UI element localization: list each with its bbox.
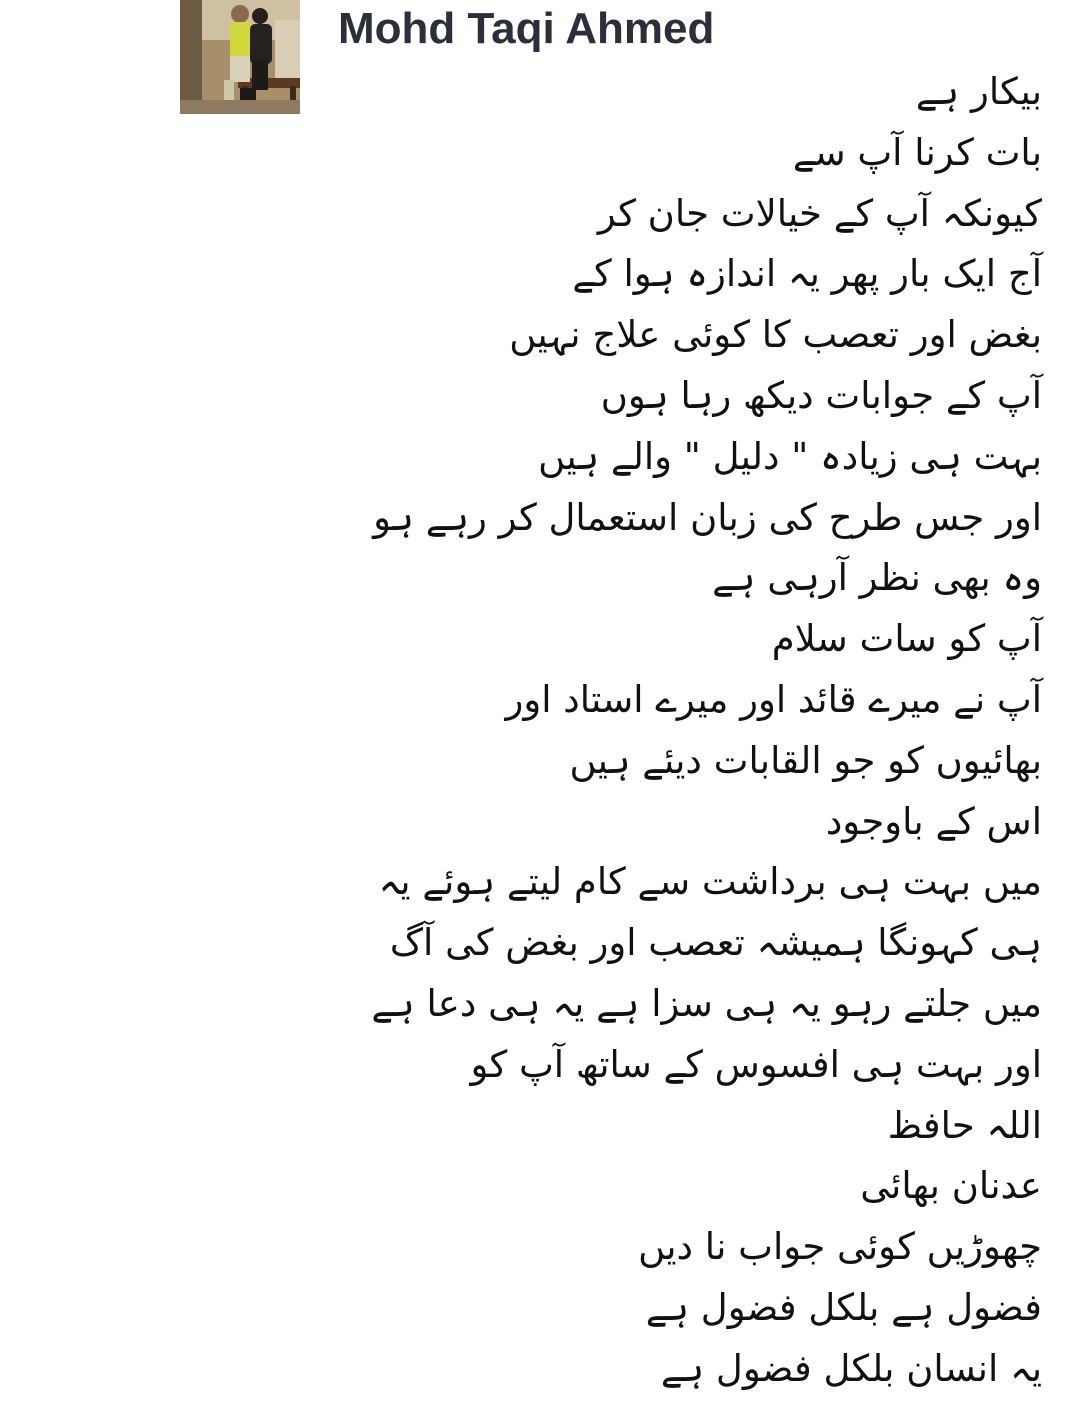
comment-line: بیکار ہے [915,70,1042,113]
author-name[interactable]: Mohd Taqi Ahmed [338,4,715,53]
comment-line: عدنان بھائی [860,1164,1042,1208]
comment-line: آپ نے میرے قائد اور میرے استاد اور [505,677,1042,721]
comment-line: کیونکہ آپ کے خیالات جان کر [597,191,1042,235]
comment-line: آپ کو سات سلام [771,617,1042,661]
comment-line: اور جس طرح کی زبان استعمال کر رہے ہو [373,495,1042,539]
comment-line: بات کرنا آپ سے [792,130,1042,174]
comment-line: اس کے باوجود [825,799,1042,843]
comment-line: بہت ہی زیادہ " دلیل " والے ہیں [538,434,1042,478]
comment-line: میں جلتے رہو یہ ہی سزا ہے یہ ہی دعا ہے [371,981,1042,1025]
comment-line: آپ کے جوابات دیکھ رہا ہوں [600,373,1042,417]
profile-photo-icon [180,0,300,114]
comment-line: چھوڑیں کوئی جواب نا دیں [638,1225,1042,1269]
comment-line: بغض اور تعصب کا کوئی علاج نہیں [509,313,1042,357]
comment-line: بھائیوں کو جو القابات دیئے ہیں [569,738,1042,782]
comment-line: ہی کہونگا ہمیشہ تعصب اور بغض کی آگ [389,921,1042,965]
avatar[interactable] [180,0,300,114]
comment-line: وہ بھی نظر آرہی ہے [712,556,1042,600]
comment-line: فضول ہے بلکل فضول ہے [645,1285,1042,1329]
comment-line: میں بہت ہی برداشت سے کام لیتے ہوئے یہ [378,860,1042,904]
comment-text [302,62,1042,1400]
comment-line: اللہ حافظ [887,1103,1042,1147]
comment-line: آج ایک بار پھر یہ اندازہ ہوا کے [572,252,1042,296]
comment-line: یہ انسان بلکل فضول ہے [660,1346,1042,1390]
comment-line: اور بہت ہی افسوس کے ساتھ آپ کو [470,1042,1042,1086]
